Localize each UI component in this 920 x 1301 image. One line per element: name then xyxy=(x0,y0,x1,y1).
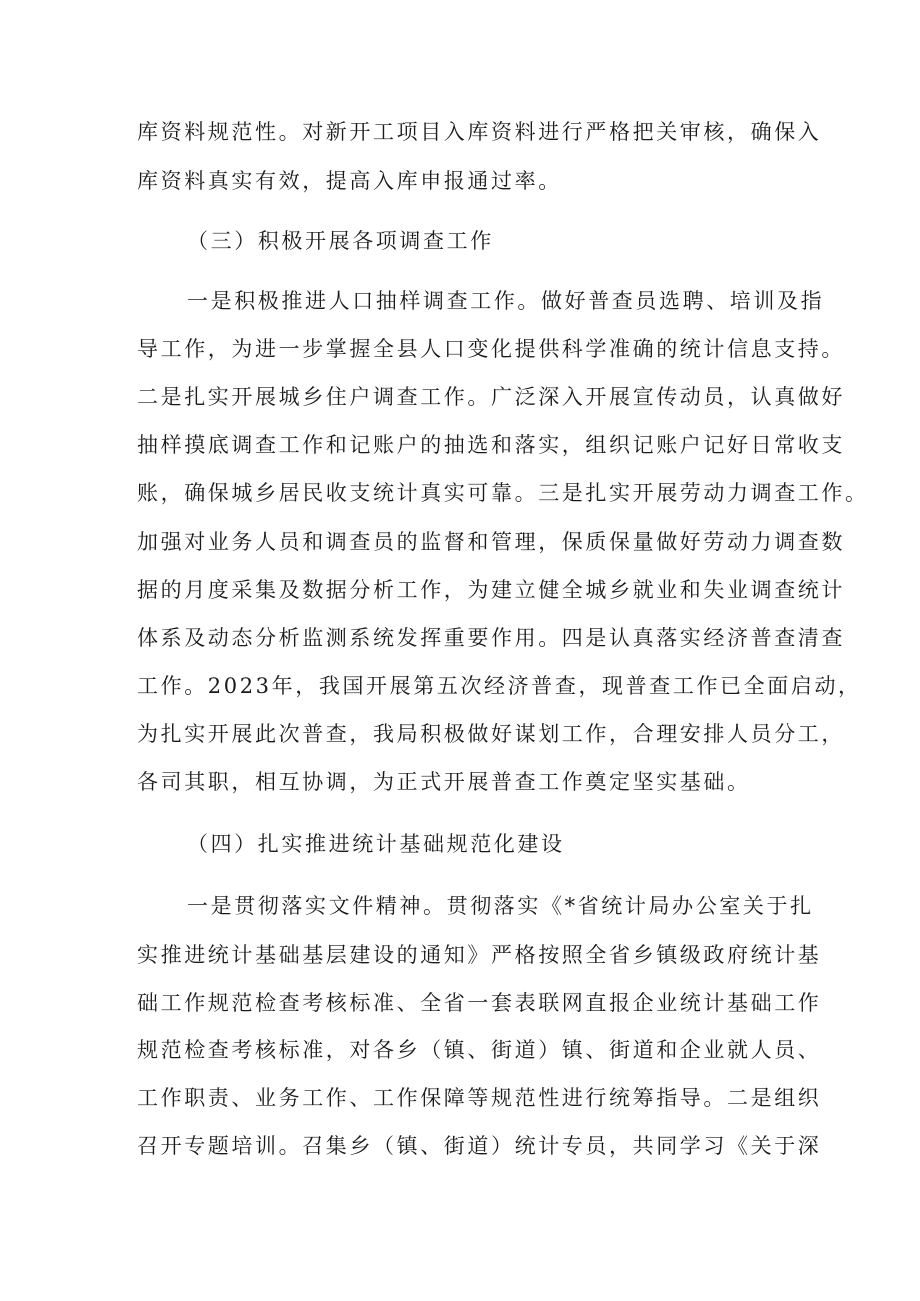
paragraph-line: 账，确保城乡居民收支统计真实可靠。三是扎实开展劳动力调查工作。 xyxy=(137,481,869,505)
paragraph-line: 各司其职，相互协调，为正式开展普查工作奠定坚实基础。 xyxy=(137,770,751,794)
paragraph-line: 库资料真实有效，提高入库申报通过率。 xyxy=(137,169,562,193)
paragraph-line: 工作职责、业务工作、工作保障等规范性进行统筹指导。二是组织 xyxy=(137,1086,822,1110)
paragraph-line: 二是扎实开展城乡住户调查工作。广泛深入开展宣传动员，认真做好 xyxy=(137,385,845,409)
paragraph-line: 为扎实开展此次普查，我局积极做好谋划工作，合理安排人员分工， xyxy=(137,722,845,746)
paragraph-line: 一是贯彻落实文件精神。贯彻落实《*省统计局办公室关于扎 xyxy=(187,894,814,918)
section-heading-4: （四）扎实推进统计基础规范化建设 xyxy=(187,832,565,856)
paragraph-line: 体系及动态分析监测系统发挥重要作用。四是认真落实经济普查清查 xyxy=(137,626,845,650)
paragraph-line: 库资料规范性。对新开工项目入库资料进行严格把关审核，确保入 xyxy=(137,120,822,144)
paragraph-line: 加强对业务人员和调查员的监督和管理，保质保量做好劳动力调查数 xyxy=(137,530,845,554)
paragraph-line: 抽样摸底调查工作和记账户的抽选和落实，组织记账户记好日常收支 xyxy=(137,433,845,457)
paragraph-line: 础工作规范检查考核标准、全省一套表联网直报企业统计基础工作 xyxy=(137,991,822,1015)
paragraph-line: 据的月度采集及数据分析工作，为建立健全城乡就业和失业调查统计 xyxy=(137,578,845,602)
paragraph-line: 召开专题培训。召集乡（镇、街道）统计专员，共同学习《关于深 xyxy=(137,1134,822,1158)
paragraph-line: 工作。2023年，我国开展第五次经济普查，现普查工作已全面启动， xyxy=(137,674,862,698)
paragraph-line: 实推进统计基础基层建设的通知》严格按照全省乡镇级政府统计基 xyxy=(137,943,822,967)
paragraph-line: 导工作，为进一步掌握全县人口变化提供科学准确的统计信息支持。 xyxy=(137,337,845,361)
section-heading-3: （三）积极开展各项调查工作 xyxy=(187,229,494,253)
paragraph-line: 规范检查考核标准，对各乡（镇、街道）镇、街道和企业就人员、 xyxy=(137,1038,822,1062)
paragraph-line: 一是积极推进人口抽样调查工作。做好普查员选聘、培训及指 xyxy=(187,289,825,313)
